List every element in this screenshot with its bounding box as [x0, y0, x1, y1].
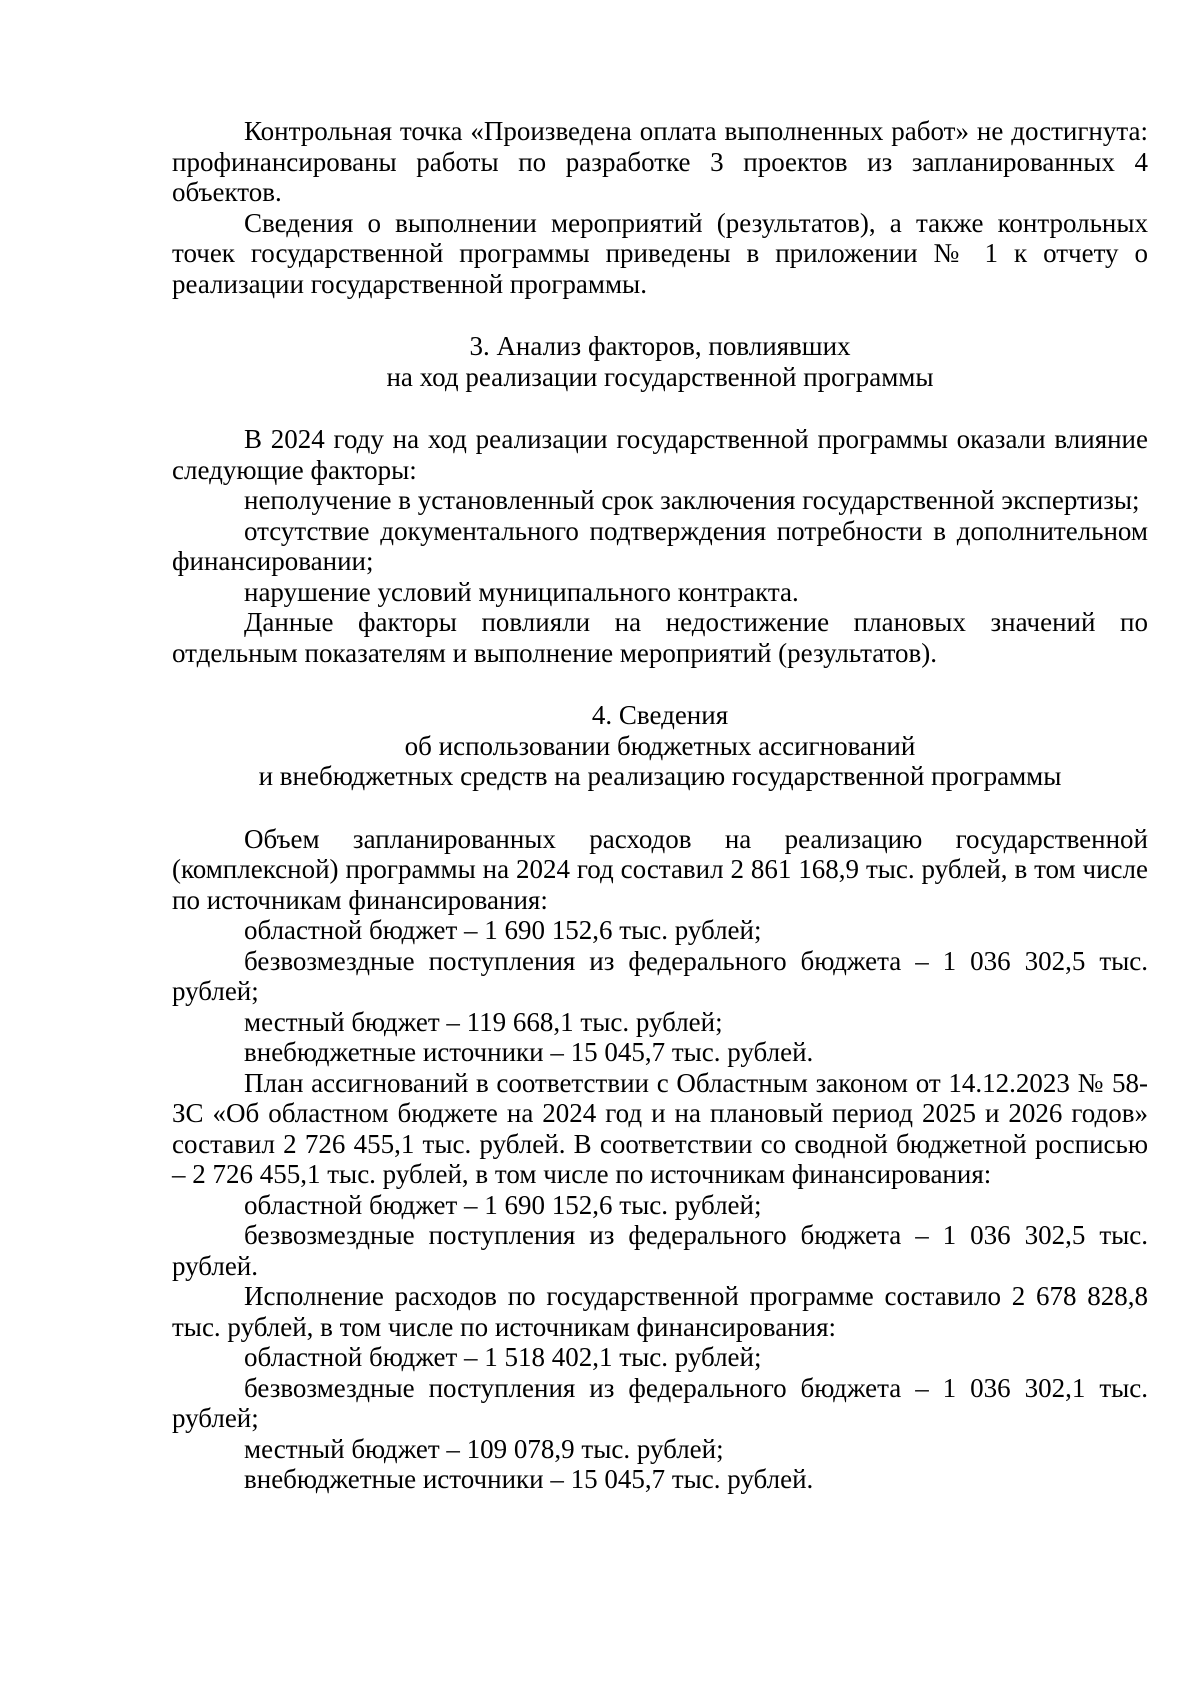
paragraph-planned-local-budget: местный бюджет – 119 668,1 тыс. рублей; — [244, 1006, 723, 1037]
document-body — [172, 116, 1148, 1495]
paragraph-execution-federal-transfers: безвозмездные поступления из федерального бюджета – 1 036 302,1 тыс. рублей; — [172, 1372, 1148, 1433]
paragraph-planned-regional-budget: областной бюджет – 1 690 152,6 тыс. рублей; — [244, 915, 762, 945]
paragraph-planned-extrabudgetary: внебюджетные источники – 15 045,7 тыс. рублей. — [244, 1037, 814, 1067]
section-4-heading-line-2: об использовании бюджетных ассигнований — [404, 730, 916, 761]
paragraph-factor-contract: нарушение условий муниципального контракта. — [244, 576, 799, 607]
paragraph-execution-regional-budget: областной бюджет – 1 518 402,1 тыс. рублей; — [244, 1342, 762, 1372]
paragraph-factors-impact: Данные факторы повлияли на недостижение плановых значений по отдельным показателям и выполнение мероприятий (результатов). — [172, 607, 1148, 668]
section-3-heading — [172, 331, 1148, 392]
section-3-heading-line-2: на ход реализации государственной программы — [386, 361, 934, 392]
paragraph-factor-funding: отсутствие документального подтверждения потребности в дополнительном финансировании; — [172, 515, 1148, 576]
paragraph-factors-intro: В 2024 году на ход реализации государственной программы оказали влияние следующие факторы: — [172, 424, 1148, 485]
paragraph-factor-expertise: неполучение в установленный срок заключения государственной экспертизы; — [244, 485, 1140, 515]
paragraph-execution-extrabudgetary: внебюджетные источники – 15 045,7 тыс. рублей. — [244, 1464, 814, 1494]
paragraph-appendix-reference: Сведения о выполнении мероприятий (результатов), а также контрольных точек государственной программы приведены в приложении № 1 к отчету о реализации государственной программы. — [172, 207, 1148, 299]
paragraph-control-point: Контрольная точка «Произведена оплата выполненных работ» не достигнута: профинансированы работы по разработке 3 проектов из запланированных 4 объектов. — [172, 116, 1148, 207]
paragraph-planned-federal-transfers: безвозмездные поступления из федерального бюджета – 1 036 302,5 тыс. рублей; — [172, 945, 1148, 1006]
section-4-heading-line-3: и внебюджетных средств на реализацию государственной программы — [258, 761, 1062, 791]
section-3-heading-line-1: 3. Анализ факторов, повлиявших — [469, 331, 851, 361]
paragraph-plan-federal-transfers: безвозмездные поступления из федерального бюджета – 1 036 302,5 тыс. рублей. — [172, 1220, 1148, 1281]
paragraph-planned-expenses: Объем запланированных расходов на реализацию государственной (комплексной) программы на 2024 год составил 2 861 168,9 тыс. рублей, в том числе по источникам финансирования: — [172, 823, 1148, 915]
paragraph-plan-regional-budget: областной бюджет – 1 690 152,6 тыс. рублей; — [244, 1189, 762, 1220]
section-4-heading — [172, 700, 1148, 792]
section-4-heading-line-1: 4. Сведения — [591, 700, 729, 730]
paragraph-execution-local-budget: местный бюджет – 109 078,9 тыс. рублей; — [244, 1433, 724, 1464]
paragraph-appropriations-plan: План ассигнований в соответствии с Областным законом от 14.12.2023 № 58-ЗС «Об областном бюджете на 2024 год и на плановый период 2025 и 2026 годов» составил 2 726 455,1 тыс. рублей. В соответствии со сводной бюджетной росписью – 2 726 455,1 тыс. рублей, в том числе по источникам финансирования: — [172, 1067, 1148, 1189]
paragraph-execution-total: Исполнение расходов по государственной программе составило 2 678 828,8 тыс. рублей, в том числе по источникам финансирования: — [172, 1281, 1148, 1342]
